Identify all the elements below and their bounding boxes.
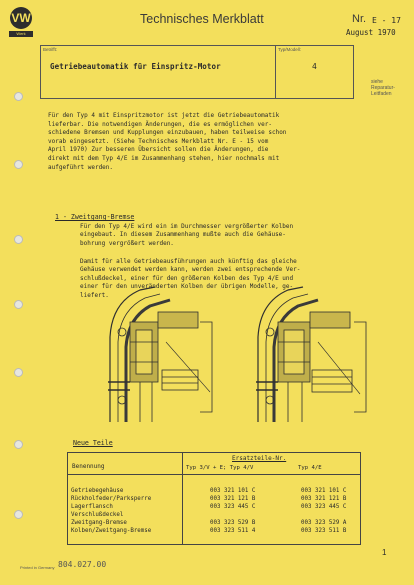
document-title: Technisches Merkblatt (140, 12, 264, 26)
drawing-left (108, 287, 212, 422)
subject-box-divider (275, 45, 276, 99)
number-label: Nr. (352, 13, 367, 25)
technical-drawings (100, 282, 372, 428)
punch-hole (14, 300, 23, 309)
number-value: E - 17 (372, 16, 401, 25)
intro-paragraph: Für den Typ 4 mit Einspritzmotor ist jetzt die Getriebeautomatik lieferbar. Die notwendigen Änderungen, die es ermöglichen ver- schiedene Bremsen und Kupplungen einzubauen, haben teilweise schon vorab eingesetzt. (Siehe Technisches Merkblatt Nr. E - 15 vom April 1970) Zur besseren Übersicht sollen die Änderungen, die direkt mit dem Typ 4/E im Zusammenhang stehen, hier nochmals mit aufgeführt werden. (48, 112, 287, 171)
typ-value: 4 (312, 62, 317, 71)
punch-hole (14, 92, 23, 101)
typ-label: Typ/Modell: (278, 47, 302, 52)
vw-logo: VW (10, 7, 32, 29)
section-heading: 1 - Zweitgang-Bremse (55, 213, 135, 221)
column-header-ersatzteile: Ersatzteile-Nr. (232, 455, 287, 462)
part-numbers-typ-3-4v: 003 321 101 C 003 321 121 B 003 323 445 C 003 323 529 B 003 323 511 4 (210, 488, 256, 534)
subject-text: Getriebeautomatik für Einspritz-Motor (50, 62, 221, 71)
column-header-typ-4e: Typ 4/E (298, 465, 322, 471)
part-numbers-typ-4e: 003 321 101 C 003 321 121 B 003 323 445 C 003 323 529 A 003 323 511 B (301, 488, 347, 534)
margin-note: siehe Reparatur- Leitfaden (371, 79, 395, 97)
print-note: Printed in Germany (20, 565, 55, 570)
punch-hole (14, 368, 23, 377)
column-header-benennung: Benennung (72, 463, 105, 470)
form-code: 804.027.00 (58, 560, 107, 569)
subject-box (40, 45, 354, 99)
punch-hole (14, 510, 23, 519)
parts-table-header-line (67, 474, 361, 475)
document-date: August 1970 (346, 28, 396, 37)
punch-hole (14, 235, 23, 244)
parts-table-column-line (182, 452, 183, 545)
logo-subtext: Werk (9, 31, 33, 37)
betrifft-label: Betrifft: (43, 47, 58, 52)
column-header-typ-3-4v: Typ 3/V + E; Typ 4/V (186, 465, 254, 471)
section-paragraph-1: Für den Typ 4/E wird ein im Durchmesser vergrößerter Kolben eingebaut. In diesem Zusammenhang mußte auch die Gehäuse- bohrung vergrößert werden. (80, 223, 294, 247)
page-number: 1 (382, 548, 387, 557)
punch-hole (14, 440, 23, 449)
section-paragraph-2: Damit für alle Getriebeausführungen auch künftig das gleiche Gehäuse verwendet werden kann, werden zwei entsprechende Ver- schlußdeckel, einer für den größeren Kolben des Typ 4/E und einer für den unveränderten Kolben der übrigen Modelle, ge- liefert. (80, 258, 301, 299)
part-names: Getriebegehäuse Rückholfeder/Parksperre Lagerflansch Verschlußdeckel Zweitgang-Bremse Kolben/Zweitgang-Bremse (71, 488, 152, 534)
parts-heading: Neue Teile (73, 439, 113, 447)
punch-hole (14, 160, 23, 169)
drawing-right (256, 287, 366, 422)
